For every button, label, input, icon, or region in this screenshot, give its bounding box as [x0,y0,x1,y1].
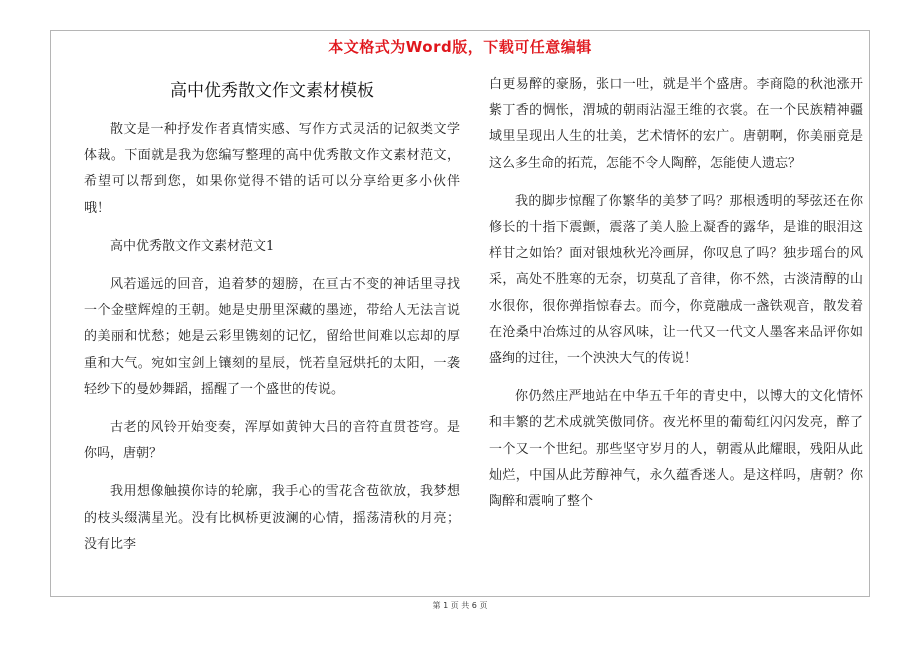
paragraph-libai: 白更易醉的豪肠，张口一吐，就是半个盛唐。李商隐的秋池涨开紫丁香的惆怅，渭城的朝雨沾湿王维的衣裳。在一个民族精神疆域里呈现出人生的壮美，艺术情怀的宏广。唐朝啊，你美丽竟是这么多生命的拓荒，怎能不令人陶醉，怎能使人遗忘？ [489,77,863,171]
document-title: 高中优秀散文作文素材模板 [170,81,374,101]
paragraph-history: 你仍然庄严地站在中华五千年的青史中，以博大的文化情怀和丰繁的艺术成就笑傲同侪。夜光杯里的葡萄红闪闪发亮，醉了一个又一个世纪。那些坚守岁月的人，朝霞从此耀眼，残阳从此灿烂，中国从此芳醇神气，永久蕴香迷人。是这样吗，唐朝？你陶醉和震响了整个 [489,389,863,510]
intro-paragraph: 散文是一种抒发作者真情实感、写作方式灵活的记叙类文学体裁。下面就是我为您编写整理的高中优秀散文作文素材范文，希望可以帮到您，如果你觉得不错的话可以分享给更多小伙伴哦！ [84,122,460,216]
paragraph-wind: 风若遥远的回音，追着梦的翅膀，在亘古不变的神话里寻找一个金壁辉煌的王朝。她是史册里深藏的墨迹，带给人无法言说的美丽和忧愁；她是云彩里镌刻的记忆，留给世间难以忘却的厚重和大气。宛如宝剑上镶刻的星辰，恍若皇冠烘托的太阳，一袭轻纱下的曼妙舞蹈，摇醒了一个盛世的传说。 [84,277,460,397]
right-column [489,72,863,527]
left-column [84,62,460,570]
word-format-banner: 本文格式为Word版，下载可任意编辑 [328,38,592,56]
page-number: 第 1 页 共 6 页 [432,601,488,610]
paragraph-imagination: 我用想像触摸你诗的轮廓，我手心的雪花含苞欲放，我梦想的枝头缀满星光。没有比枫桥更波澜的心情，摇荡清秋的月亮；没有比李 [84,484,460,552]
section-subtitle: 高中优秀散文作文素材范文1 [110,238,275,254]
paragraph-windchime: 古老的风铃开始变奏，浑厚如黄钟大吕的音符直贯苍穹。是你吗，唐朝？ [84,420,460,462]
paragraph-footsteps: 我的脚步惊醒了你繁华的美梦了吗？那根透明的琴弦还在你修长的十指下震颤，震落了美人脸上凝香的露华，是谁的眼泪这样甘之如饴？面对银烛秋光冷画屏，你叹息了吗？独步瑶台的风采，高处不胜寒的无奈，切莫乱了音律，你不然，古淡清醇的山水很你，很你弹指惊春去。而今，你竟融成一盏铁观音，散发着在沧桑中冶炼过的从容风味，让一代又一代文人墨客来品评你如盛绚的过往，一个泱泱大气的传说！ [489,193,863,367]
